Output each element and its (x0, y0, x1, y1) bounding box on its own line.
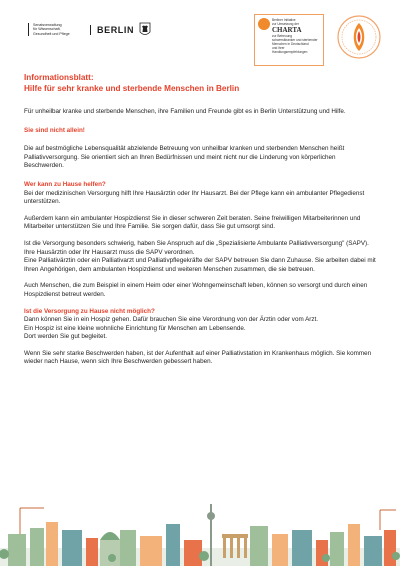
not-possible-heading: Ist die Versorgung zu Hause nicht möglich? (24, 307, 155, 315)
heim-paragraph: Auch Menschen, die zum Beispiel in einem Heim oder einer Wohngemeinschaft leben, können so versorgt und durch einen Hospizdienst betreut werden. (24, 282, 368, 298)
not-possible-line-3: Dort werden Sie gut begleitet. (24, 333, 107, 341)
not-alone-heading: Sie sind nicht allein! (24, 126, 85, 134)
not-possible-line-1: Dann können Sie in ein Hospiz gehen. Dafür brauchen Sie eine Verordnung von der Ärztin oder vom Arzt. (24, 316, 319, 324)
senat-logo (28, 22, 151, 37)
doc-title-line2: Hilfe für sehr kranke und sterbende Menschen in Berlin (24, 84, 240, 93)
charta-name: CHARTA (272, 26, 302, 34)
sapv-paragraph-1: Ist die Versorgung besonders schwierig, haben Sie Anspruch auf die „Spezialisierte Ambulante Palliativversorgung" (SAPV). Ihre Hausärztin oder Ihr Hausarzt muss die SAPV verordnen. (24, 239, 369, 256)
charta-logo (254, 14, 324, 66)
who-paragraph: Bei der medizinischen Versorgung hilft Ihre Hausärztin oder Ihr Hausarzt. Bei der Pflege kann ein ambulanter Pflegedienst unterstützen. (24, 189, 365, 206)
charta-seal-icon (258, 18, 270, 30)
charta-intro: Berliner Initiative zur Umsetzung der (272, 18, 299, 26)
berlin-bear-icon (139, 22, 151, 37)
who-heading: Wer kann zu Hause helfen? (24, 180, 106, 188)
berlin-label: BERLIN (90, 25, 134, 35)
charta-circle-logo (336, 14, 382, 60)
doc-title-line1: Informationsblatt: (24, 73, 94, 82)
station-paragraph: Wenn Sie sehr starke Beschwerden haben, ist der Aufenthalt auf einer Palliativstation im Krankenhaus möglich. Sie kommen wieder nach Hause, wenn sich Ihre Beschwerden gebessert haben. (24, 349, 372, 366)
sapv-paragraph-2: Eine Palliativärztin oder ein Palliativarzt und Palliativpflegekräfte der SAPV betreuen Sie dann Zuhause. Sie arbeiten dabei mit Ihren Angehörigen, dem ambulanten Hospizdienst und weiteren Menschen zusammen, die sie betreuen. (24, 257, 376, 273)
charta-subtitle: zur Betreuung schwerstkranker und sterbender Menschen in Deutschland und ihrer Handlungsempfehlungen (272, 34, 318, 54)
hospiz-paragraph: Außerdem kann ein ambulanter Hospizdienst Sie in dieser schweren Zeit beraten. Seine freiwilligen Mitarbeiterinnen und Mitarbeiter unterstützen Sie und Ihre Familie. Sie sorgen dafür, dass Sie gut umsorgt sind. (24, 214, 361, 231)
intro-paragraph: Für unheilbar kranke und sterbende Menschen, ihre Familien und Freunde gibt es in Berlin Unterstützung und Hilfe. (24, 108, 346, 115)
senat-text: Senatsverwaltung für Wissenschaft, Gesundheit und Pflege (28, 23, 84, 36)
berlin-skyline-illustration (0, 500, 400, 566)
document-body (24, 72, 376, 367)
palliative-paragraph: Die auf bestmögliche Lebensqualität abzielende Betreuung von unheilbar kranken und sterbenden Menschen heißt Palliativversorgung. Sie orientiert sich an Ihren Bedürfnissen und meint nicht nur die Linderung von körperlichen Beschwerden. (24, 145, 345, 170)
not-possible-line-2: Ein Hospiz ist eine kleine wohnliche Einrichtung für Menschen am Lebensende. (24, 324, 246, 332)
